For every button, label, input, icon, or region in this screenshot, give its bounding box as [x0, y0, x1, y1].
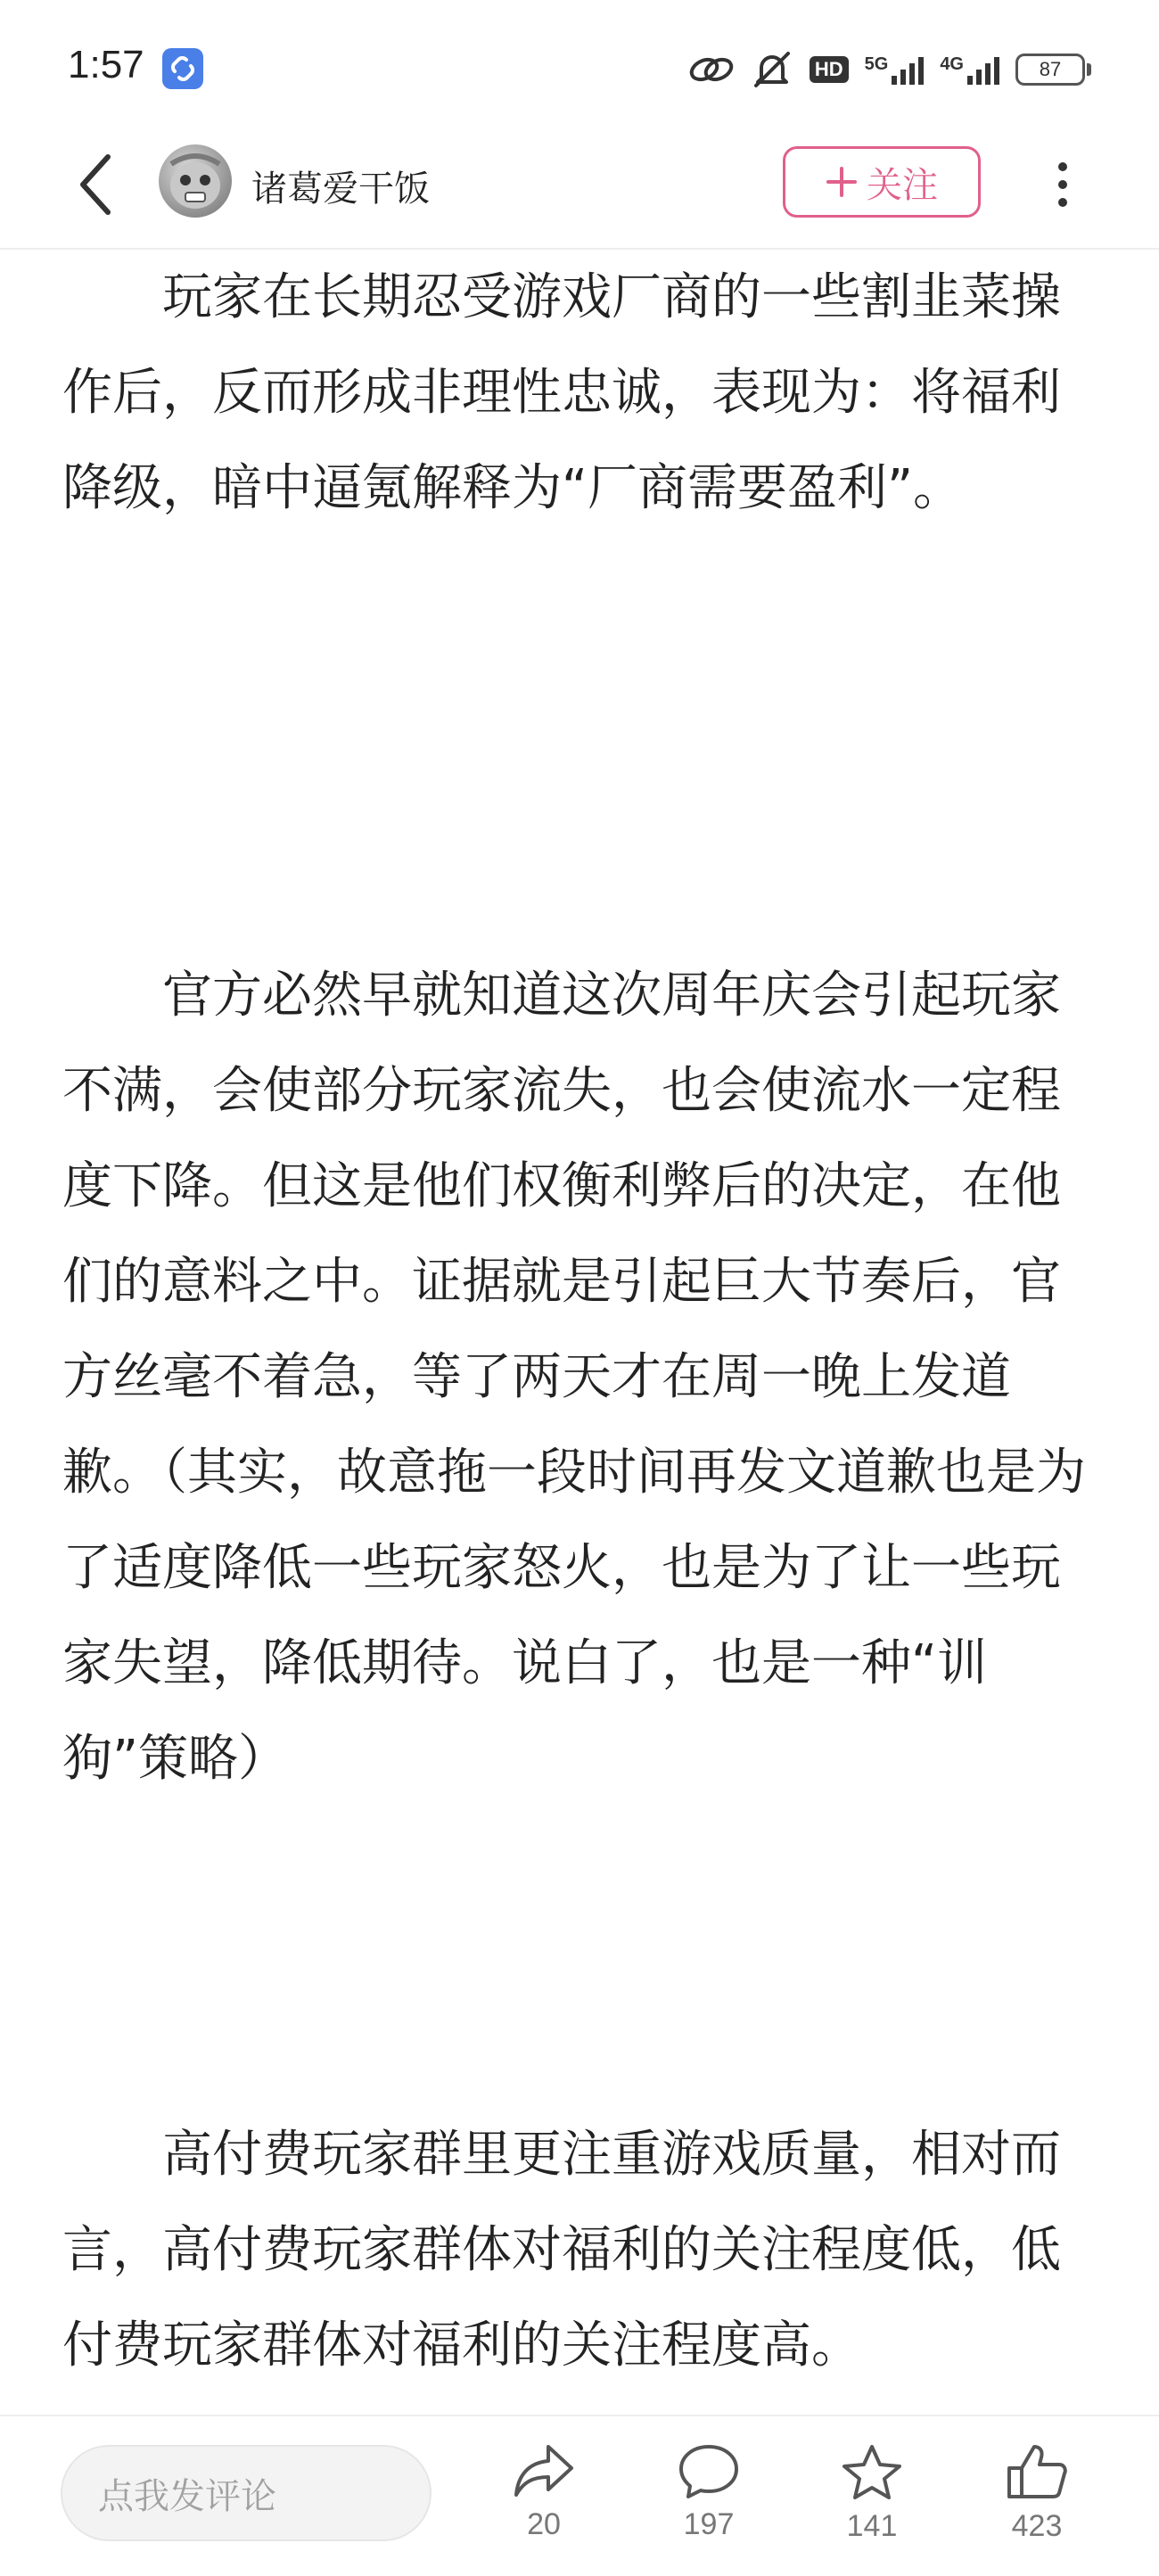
share-count: 20	[527, 2507, 561, 2541]
signal-5g	[865, 54, 925, 85]
comment-input[interactable]: 点我发评论	[61, 2445, 432, 2541]
battery-level: 87	[1015, 53, 1085, 86]
back-icon	[78, 153, 113, 216]
comment-count: 197	[683, 2507, 735, 2541]
back-button[interactable]	[64, 153, 127, 216]
comment-button[interactable]	[655, 2443, 762, 2559]
bottom-action-bar	[0, 2415, 1159, 2576]
more-icon[interactable]	[1043, 153, 1082, 216]
star-icon	[841, 2443, 903, 2500]
follow-label: 关注	[867, 164, 938, 206]
like-count: 423	[1011, 2509, 1063, 2543]
avatar[interactable]	[159, 144, 232, 218]
follow-button[interactable]	[783, 146, 981, 218]
link-app-icon	[162, 48, 203, 89]
plus-icon	[826, 166, 858, 198]
hotspot-icon	[688, 53, 735, 86]
share-button[interactable]	[490, 2443, 597, 2559]
article-header	[0, 134, 1159, 250]
article-paragraph: 官方必然早就知道这次周年庆会引起玩家不满，会使部分玩家流失，也会使流水一定程度下降。但这是他们权衡利弊后的决定，在他们的意料之中。证据就是引起巨大节奏后，官方丝毫不着急，等了两天才在周一晚上发道歉。（其实，故意拖一段时间再发文道歉也是为了适度降低一些玩家怒火，也是为了让一些玩家失望，降低期待。说白了，也是一种“训狗”策略）	[62, 967, 1086, 1788]
network-4g-label: 4G	[940, 54, 964, 74]
article-paragraph: 高付费玩家群里更注重游戏质量，相对而言，高付费玩家群体对福利的关注程度低，低付费玩家群体对福利的关注程度高。	[62, 2126, 1061, 2374]
mute-icon	[751, 50, 793, 89]
favorite-button[interactable]	[818, 2443, 925, 2559]
status-bar	[0, 0, 1159, 134]
author-name[interactable]: 诸葛爱干饭	[251, 169, 430, 210]
network-5g-label: 5G	[864, 54, 889, 74]
status-indicators	[688, 46, 1091, 93]
comment-icon	[678, 2443, 740, 2498]
favorite-count: 141	[846, 2509, 898, 2543]
article-paragraph: 玩家在长期忍受游戏厂商的一些割韭菜操作后，反而形成非理性忠诚，表现为：将福利降级，暗中逼氪解释为“厂商需要盈利”。	[62, 268, 1061, 517]
share-icon	[513, 2443, 575, 2498]
signal-bars-icon	[967, 54, 999, 85]
status-time: 1:57	[68, 43, 144, 86]
like-icon	[1006, 2443, 1068, 2500]
battery-icon	[1015, 53, 1091, 86]
like-button[interactable]	[983, 2443, 1090, 2559]
signal-bars-icon	[892, 54, 924, 85]
hd-badge: HD	[810, 56, 849, 83]
signal-4g	[940, 54, 999, 85]
